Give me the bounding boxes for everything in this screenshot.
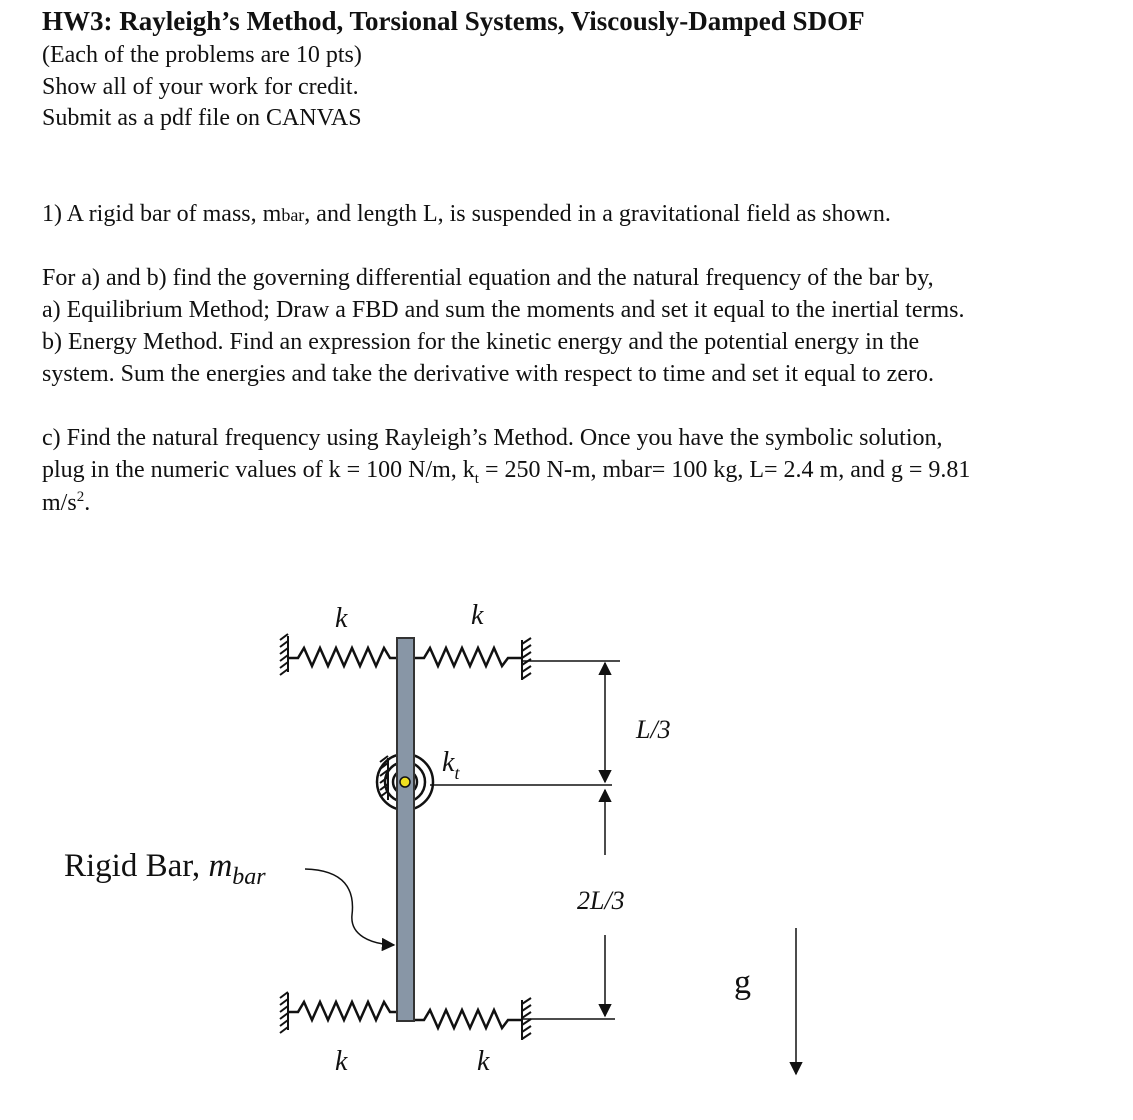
problem-c-line-1: c) Find the natural frequency using Rayleigh’s Method. Once you have the symbolic solution, <box>42 425 943 451</box>
left-wall-top <box>280 634 288 675</box>
problem-c-line-3: $m/s^2$. <box>42 489 91 516</box>
spring-bottom-right <box>414 1010 522 1028</box>
problem-ab-line-4: system. Sum the energies and take the derivative with respect to time and set it equal to zero. <box>42 361 934 387</box>
bar-pointer-arrow <box>305 869 394 945</box>
problem-c-line-2: plug in the numeric values of k = 100 N/m, $k_t = 250$ N-m, mbar= 100 kg, L= 2.4 m, and g = 9.81 <box>42 457 971 487</box>
spring-bottom-left <box>288 1002 397 1020</box>
problem-intro: 1) A rigid bar of mass, mbar, and length L, is suspended in a gravitational field as shown. <box>42 201 891 227</box>
page-title: HW3: Rayleigh’s Method, Torsional Systems, Viscously-Damped SDOF <box>42 6 865 36</box>
problem-ab-line-3: b) Energy Method. Find an expression for the kinetic energy and the potential energy in the <box>42 329 920 355</box>
spring-label-top-right: k <box>471 600 484 631</box>
spring-label-bottom-right: k <box>477 1046 490 1077</box>
instruction-show-work: Show all of your work for credit. <box>42 74 359 100</box>
left-wall-bottom <box>280 992 288 1033</box>
dimension-label-top: L/3 <box>636 715 671 744</box>
spring-top-left <box>288 648 397 666</box>
problem-ab-line-2: a) Equilibrium Method; Draw a FBD and sum the moments and set it equal to the inertial terms. <box>42 297 965 323</box>
bar-label: Rigid Bar, $m_{bar}$ <box>64 848 266 890</box>
instruction-submit: Submit as a pdf file on CANVAS <box>42 105 362 131</box>
instruction-points: (Each of the problems are 10 pts) <box>42 42 362 68</box>
dimension-label-bottom: 2L/3 <box>577 886 625 915</box>
rigid-bar <box>397 638 414 1021</box>
pivot-pin <box>400 777 410 787</box>
right-wall-top <box>522 638 531 680</box>
spring-top-right <box>414 648 522 666</box>
torsion-label: $k_t$ <box>442 747 460 783</box>
spring-label-bottom-left: k <box>335 1046 348 1077</box>
spring-label-top-left: k <box>335 603 348 634</box>
problem-ab-line-1: For a) and b) find the governing differential equation and the natural frequency of the bar by, <box>42 265 934 291</box>
gravity-label: g <box>734 964 751 1001</box>
